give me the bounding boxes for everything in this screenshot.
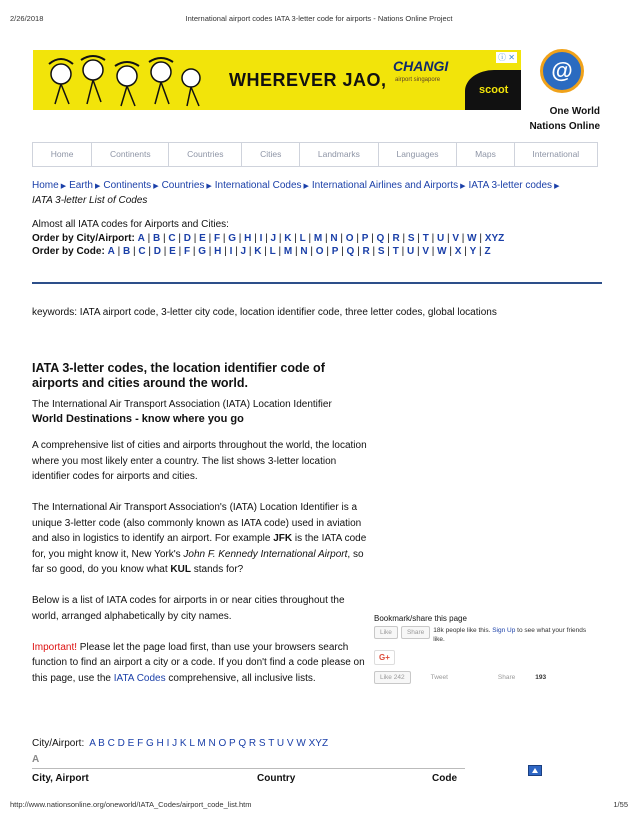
city-nav-letter-a[interactable]: A: [89, 738, 96, 749]
breadcrumb: [32, 179, 602, 208]
city-index-letter-s[interactable]: S: [407, 232, 415, 244]
nav-international[interactable]: International: [532, 149, 580, 159]
col-city: City, Airport: [32, 773, 89, 784]
tweet-button[interactable]: Tweet: [430, 674, 448, 681]
text: comprehensive, all inclusive lists.: [165, 672, 316, 684]
city-nav-letter-r[interactable]: R: [248, 738, 257, 749]
share-count-button[interactable]: Share: [497, 674, 516, 681]
code-index-letter-i[interactable]: I: [229, 246, 233, 257]
ad-illustration-icon: [41, 54, 221, 108]
article-body: [32, 438, 368, 702]
brand-name: [480, 104, 600, 134]
crumb-current: IATA 3-letter List of Codes: [32, 195, 148, 206]
city-index-letter-k[interactable]: K: [284, 232, 292, 244]
city-index-letter-u[interactable]: U: [436, 232, 445, 244]
city-index: Order by City/Airport: A | B | C | D | E | F | G | H | I | J | K | L | M | N | O | P | Q | R | S | T | U | V | W | XYZ: [32, 232, 505, 244]
code-index-letter-v[interactable]: V: [422, 246, 430, 257]
like-button[interactable]: Like: [374, 626, 398, 639]
code-index-letter-t[interactable]: T: [392, 246, 399, 257]
text: Please let the page load first, than use your browsers search function to find an airport a city or a code. If you don't find a code please on this page, use the: [32, 641, 365, 684]
like-count-button[interactable]: Like 242: [374, 671, 411, 684]
ad-tagline: WHEREVER JAO,: [229, 70, 387, 90]
code-index-letter-b[interactable]: B: [122, 246, 131, 257]
code-index-letter-c[interactable]: C: [138, 246, 146, 257]
text: stands for?: [190, 564, 244, 575]
col-code: Code: [432, 773, 457, 784]
banner-ad[interactable]: [33, 50, 521, 110]
code-index-letter-f[interactable]: F: [183, 246, 191, 257]
ad-brand-sub: airport singapore: [395, 77, 441, 83]
city-index-letter-m[interactable]: M: [313, 232, 323, 244]
ad-partner: scoot: [465, 70, 521, 110]
city-nav-letter-w[interactable]: W: [296, 738, 306, 749]
table-header: [32, 768, 465, 784]
crumb-intl-codes[interactable]: International Codes: [214, 180, 302, 191]
print-page: 1/55: [613, 800, 628, 809]
city-nav-letter-q[interactable]: Q: [238, 738, 247, 749]
city-index-letter-c[interactable]: C: [168, 232, 176, 244]
print-title: International airport codes IATA 3-letter code for airports - Nations Online Project: [185, 14, 453, 23]
city-nav-letter-u[interactable]: U: [276, 738, 285, 749]
city-index-letter-h[interactable]: H: [244, 232, 252, 244]
like-note: [433, 626, 593, 644]
code-kul: KUL: [170, 564, 191, 575]
city-nav-letter-f[interactable]: F: [137, 738, 144, 749]
code-index-letter-d[interactable]: D: [153, 246, 161, 257]
print-url: http://www.nationsonline.org/oneworld/IATA_Codes/airport_code_list.htm: [10, 800, 252, 809]
code-index-letter-p[interactable]: P: [331, 246, 339, 257]
city-nav-letter-p[interactable]: P: [229, 738, 236, 749]
paragraph: [32, 500, 368, 578]
crumb-countries[interactable]: Countries: [161, 180, 205, 191]
signup-link[interactable]: Sign Up: [492, 627, 516, 634]
city-letter-nav: [32, 738, 328, 749]
city-nav-letter-i[interactable]: I: [166, 738, 170, 749]
code-index-label: Order by Code:: [32, 246, 105, 257]
city-index-letter-t[interactable]: T: [422, 232, 429, 244]
code-index-letter-m[interactable]: M: [283, 246, 293, 257]
paragraph: A comprehensive list of cities and airports throughout the world, the location where you most likely enter a country. The list shows 3-letter location identifier codes for airports and cities.: [32, 440, 367, 482]
code-index-letter-j[interactable]: J: [240, 246, 247, 257]
text: 18k people like this.: [433, 627, 493, 634]
share-count: 193: [535, 674, 547, 681]
site-logo-icon[interactable]: @: [540, 49, 584, 93]
code-index-letter-z[interactable]: Z: [484, 246, 491, 257]
code-index-letter-k[interactable]: K: [254, 246, 262, 257]
city-index-letter-f[interactable]: F: [213, 232, 221, 244]
nav-cities[interactable]: Cities: [242, 143, 300, 166]
code-index-letter-y[interactable]: Y: [469, 246, 477, 257]
city-index-letter-d[interactable]: D: [183, 232, 191, 244]
code-index-letter-q[interactable]: Q: [346, 246, 355, 257]
city-index-letter-r[interactable]: R: [392, 232, 400, 244]
city-index-letter-g[interactable]: G: [228, 232, 237, 244]
city-index-letter-xyz[interactable]: XYZ: [484, 232, 505, 244]
chevron-right-icon: ▶: [460, 183, 466, 190]
city-nav-letter-v[interactable]: V: [286, 738, 294, 749]
city-nav-letter-j[interactable]: J: [172, 738, 178, 749]
brand-line1: One World: [549, 106, 600, 117]
intro-index: [32, 218, 504, 259]
divider: [32, 282, 602, 284]
city-nav-letter-o[interactable]: O: [218, 738, 227, 749]
page-title: IATA 3-letter codes, the location identifier code of airports and cities around the world.: [32, 361, 325, 390]
chevron-right-icon: ▶: [554, 183, 560, 190]
nav-countries[interactable]: Countries: [169, 143, 242, 166]
city-nav-letter-d[interactable]: D: [117, 738, 125, 749]
section-letter: A: [32, 754, 40, 765]
code-jfk: JFK: [273, 533, 293, 544]
city-index-letter-b[interactable]: B: [152, 232, 161, 244]
chevron-right-icon: ▶: [60, 183, 67, 190]
code-index-letter-w[interactable]: W: [437, 246, 447, 257]
code-index-letter-g[interactable]: G: [198, 246, 207, 257]
col-country: Country: [257, 773, 296, 784]
nav-languages[interactable]: Languages: [379, 143, 458, 166]
city-nav-letter-xyz[interactable]: XYZ: [308, 738, 329, 749]
gplus-button[interactable]: G+: [374, 650, 395, 665]
crumb-home[interactable]: Home: [32, 180, 59, 191]
city-nav-label: City/Airport:: [32, 738, 85, 749]
city-index-letter-q[interactable]: Q: [376, 232, 385, 244]
city-nav-letter-m[interactable]: M: [197, 738, 206, 749]
ad-close-icon[interactable]: ⓘ ✕: [498, 53, 515, 62]
chevron-right-icon: ▶: [303, 183, 309, 190]
subheading: The International Air Transport Association (IATA) Location Identifier: [32, 399, 332, 410]
city-nav-letter-s[interactable]: S: [258, 738, 266, 749]
text: is the IATA code for, you might know it, New York's: [32, 533, 367, 560]
code-index-letter-l[interactable]: L: [269, 246, 276, 257]
print-date: 2/26/2018: [10, 14, 44, 23]
nav-home[interactable]: Home: [33, 143, 92, 166]
section-heading: World Destinations - know where you go: [32, 413, 244, 425]
crumb-iata[interactable]: IATA 3-letter codes: [468, 180, 553, 191]
city-index-letter-n[interactable]: N: [330, 232, 338, 244]
city-index-label: Order by City/Airport:: [32, 232, 135, 244]
airport-name: John F. Kennedy International Airport: [183, 548, 348, 560]
main-nav: [32, 142, 598, 167]
code-index-letter-e[interactable]: E: [169, 246, 176, 257]
nav-continents[interactable]: Continents: [92, 143, 169, 166]
city-nav-letter-c[interactable]: C: [107, 738, 115, 749]
city-index-letter-p[interactable]: P: [361, 232, 369, 244]
print-footer: [10, 800, 628, 809]
share-box: [374, 614, 604, 684]
city-nav-letter-l[interactable]: L: [189, 738, 195, 749]
nav-maps[interactable]: Maps: [457, 143, 514, 166]
paragraph: Below is a list of IATA codes for airports in or near cities throughout the world, arranged alphabetically by city names.: [32, 595, 345, 622]
intro-line: Almost all IATA codes for Airports and Cities:: [32, 219, 229, 230]
crumb-airlines[interactable]: International Airlines and Airports: [311, 180, 459, 191]
chevron-right-icon: ▶: [94, 183, 101, 190]
code-index-letter-u[interactable]: U: [406, 246, 415, 257]
city-index-letter-l[interactable]: L: [299, 232, 306, 244]
code-index-letter-s[interactable]: S: [377, 246, 385, 257]
city-index-letter-j[interactable]: J: [270, 232, 277, 244]
back-to-top-icon[interactable]: [528, 765, 542, 776]
code-index-letter-a[interactable]: A: [107, 246, 115, 257]
nav-landmarks[interactable]: Landmarks: [300, 143, 379, 166]
text: to see what your friends like.: [433, 627, 587, 643]
city-nav-letter-e[interactable]: E: [127, 738, 135, 749]
city-index-letter-i[interactable]: I: [259, 232, 263, 244]
crumb-earth[interactable]: Earth: [69, 180, 93, 191]
city-nav-letter-h[interactable]: H: [156, 738, 164, 749]
city-nav-letter-k[interactable]: K: [179, 738, 187, 749]
code-index-letter-h[interactable]: H: [214, 246, 222, 257]
city-nav-letter-t[interactable]: T: [268, 738, 275, 749]
share-title: Bookmark/share this page: [374, 614, 467, 623]
city-nav-letter-n[interactable]: N: [208, 738, 216, 749]
code-index-letter-r[interactable]: R: [362, 246, 370, 257]
text: The International Air Transport Association's (IATA) Location Identifier is a unique 3-letter code (also commonly known as IATA code) used in aviation and also in logistics to identify an airport. For example: [32, 502, 362, 544]
code-index-letter-x[interactable]: X: [454, 246, 462, 257]
important-label: Important!: [32, 641, 78, 653]
paragraph: [32, 640, 368, 687]
city-nav-letter-b[interactable]: B: [98, 738, 105, 749]
code-index-letter-o[interactable]: O: [315, 246, 324, 257]
brand-line2: Nations Online: [529, 121, 600, 132]
iata-codes-link[interactable]: IATA Codes: [113, 672, 166, 684]
city-index-letter-o[interactable]: O: [345, 232, 354, 244]
ad-brand: CHANGI: [393, 58, 449, 74]
city-index-letter-w[interactable]: W: [467, 232, 477, 244]
city-index-letter-a[interactable]: A: [137, 232, 145, 244]
chevron-right-icon: ▶: [153, 183, 159, 190]
code-index: Order by Code: A | B | C | D | E | F | G | H | I | J | K | L | M | N | O | P | Q | R | S | T | U | V | W | X | Y | Z: [32, 246, 491, 257]
keywords: keywords: IATA airport code, 3-letter city code, location identifier code, three letter codes, global locations: [32, 307, 497, 318]
code-index-letter-n[interactable]: N: [300, 246, 308, 257]
city-index-letter-v[interactable]: V: [452, 232, 460, 244]
city-nav-letter-g[interactable]: G: [145, 738, 154, 749]
chevron-right-icon: ▶: [206, 183, 212, 190]
city-index-letter-e[interactable]: E: [199, 232, 206, 244]
crumb-continents[interactable]: Continents: [103, 180, 152, 191]
text: , so far so good, do you know what: [32, 548, 364, 575]
share-button[interactable]: Share: [401, 626, 430, 639]
